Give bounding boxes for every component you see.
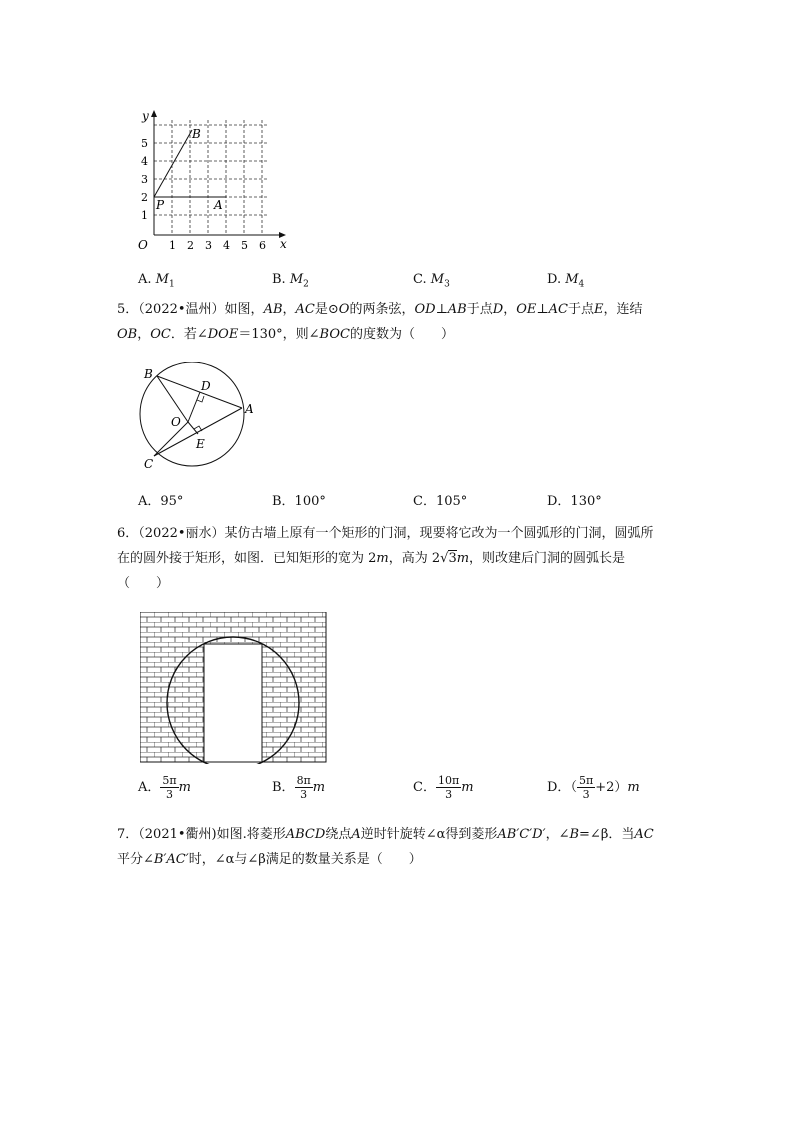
option-symbol: M — [430, 272, 445, 287]
option-subscript: 3 — [444, 279, 450, 290]
q6-option-a[interactable] — [138, 774, 191, 801]
point-label-o: O — [171, 415, 181, 429]
x-tick-label: 3 — [205, 239, 212, 252]
q6-option-b[interactable] — [272, 774, 325, 801]
y-tick-label: 2 — [141, 191, 148, 204]
paren-open: （ — [570, 780, 577, 795]
option-letter: C. — [413, 272, 427, 287]
text: ．若∠ — [170, 327, 208, 342]
question-source: （2022•温州） — [138, 302, 225, 317]
var: AC — [295, 302, 315, 317]
question-6 — [117, 521, 657, 596]
numerator: 5π — [578, 774, 594, 787]
x-tick-label: 6 — [259, 239, 266, 252]
text: ， — [137, 327, 151, 342]
point-label-p: P — [156, 198, 165, 212]
var: O — [338, 302, 350, 317]
text: 的两条弦， — [349, 302, 415, 317]
q4-option-a[interactable] — [138, 272, 175, 290]
text: 逆时针旋转∠α得到菱形 — [360, 827, 498, 842]
x-tick-label: 2 — [187, 239, 194, 252]
option-letter: A． — [138, 780, 161, 795]
var: OD — [414, 302, 436, 317]
numerator: 8π — [296, 774, 311, 787]
x-tick-label: 1 — [169, 239, 176, 252]
option-subscript: 1 — [168, 279, 175, 290]
text: ，高为 2 — [388, 551, 441, 566]
var: BOC — [319, 327, 350, 342]
var: AC — [634, 827, 654, 842]
q5-option-c[interactable]: C．105° — [413, 494, 468, 509]
denominator: 3 — [300, 788, 308, 801]
y-tick-labels — [141, 137, 148, 222]
var: m — [456, 551, 470, 566]
option-letter: B. — [272, 272, 286, 287]
point-label-b: B — [144, 367, 153, 381]
question-number: 7． — [117, 827, 139, 842]
segment-oe — [188, 422, 198, 434]
text: ，则改建后门洞的圆弧长是（ ） — [117, 551, 626, 591]
fraction — [577, 774, 595, 801]
text: 的度数为（ ） — [349, 327, 454, 342]
var: A — [351, 827, 361, 842]
grid-dashed-lines — [154, 120, 268, 235]
option-symbol: M — [565, 272, 579, 287]
q5-option-a[interactable]: A．95° — [138, 494, 184, 509]
q4-option-c[interactable] — [413, 272, 450, 290]
var: AB — [263, 302, 283, 317]
grid-figure — [130, 100, 300, 260]
var: AB′C′D′ — [497, 827, 546, 842]
rectangular-doorway — [204, 644, 262, 762]
denominator: 3 — [582, 788, 590, 801]
fraction — [436, 774, 461, 801]
option-letter: D. — [547, 272, 562, 287]
text: ，∠ — [545, 827, 570, 842]
question-number: 6． — [117, 526, 139, 541]
var: B — [569, 827, 580, 842]
var: D — [492, 302, 504, 317]
unit: m — [627, 780, 640, 795]
q6-option-c[interactable] — [413, 774, 474, 801]
text: ⊥ — [435, 302, 448, 317]
y-tick-label: 4 — [141, 155, 148, 168]
option-letter: A. — [138, 272, 152, 287]
brick-wall-figure — [140, 612, 328, 764]
y-tick-label: 5 — [141, 137, 148, 150]
x-tick-label: 4 — [223, 239, 230, 252]
var: OC — [150, 327, 171, 342]
point-label-d: D — [201, 379, 211, 393]
q5-option-b[interactable]: B．100° — [272, 494, 326, 509]
question-number: 5． — [117, 302, 139, 317]
question-source: （2022•丽水） — [138, 526, 225, 541]
sqrt-radicand: 3 — [448, 551, 457, 566]
text: ， — [282, 302, 296, 317]
segment-od — [188, 392, 200, 422]
fraction — [295, 774, 313, 801]
text: 于点 — [466, 302, 493, 317]
x-axis-label: x — [280, 237, 287, 251]
option-symbol: M — [289, 272, 304, 287]
unit: m — [178, 780, 191, 795]
y-tick-label: 1 — [141, 209, 148, 222]
text: ⊥ — [536, 302, 549, 317]
point-label-a: A — [245, 402, 254, 416]
text: 某仿古墙上原有一个矩形的门洞，现要将它改为一个圆弧形的门洞，圆弧所在的圆外接于矩形，如图．已知矩形的宽为 2 — [117, 526, 654, 566]
q6-option-d[interactable] — [547, 774, 640, 801]
y-axis-label: y — [142, 109, 149, 123]
y-tick-label: 3 — [141, 173, 148, 186]
unit: m — [461, 780, 474, 795]
var: OE — [516, 302, 537, 317]
var: E — [593, 302, 604, 317]
question-5 — [117, 297, 657, 347]
text: 时，∠α与∠β满足的数量关系是（ ） — [188, 852, 422, 867]
circle-figure — [136, 362, 266, 482]
y-axis-arrow — [151, 110, 157, 117]
segment-pb — [154, 130, 192, 197]
var: AC — [548, 302, 568, 317]
x-tick-label: 5 — [241, 239, 248, 252]
denominator: 3 — [166, 788, 173, 801]
option-letter: D． — [547, 780, 571, 795]
point-label-b: B — [192, 127, 201, 141]
option-symbol: M — [155, 272, 169, 287]
text: 如图.将菱形 — [216, 827, 286, 842]
question-7 — [117, 822, 657, 872]
option-letter: C． — [413, 780, 436, 795]
text: 是⊙ — [314, 302, 339, 317]
text: 于点 — [567, 302, 594, 317]
var: DOE — [207, 327, 239, 342]
var: OB — [117, 327, 138, 342]
x-tick-labels — [169, 239, 266, 252]
plus-two: +2） — [595, 780, 628, 795]
option-subscript: 4 — [578, 279, 585, 290]
circle-o — [140, 362, 244, 466]
point-label-a: A — [214, 198, 223, 212]
text: ， — [503, 302, 517, 317]
option-subscript: 2 — [303, 279, 309, 290]
text: 平分∠ — [117, 852, 154, 867]
var: ABCD — [285, 827, 326, 842]
var: B′AC′ — [153, 852, 189, 867]
q4-option-d[interactable] — [547, 272, 584, 290]
text: ，连结 — [603, 302, 643, 317]
text: 绕点 — [325, 827, 352, 842]
text: =∠β．当 — [579, 827, 635, 842]
text: 如图， — [224, 302, 264, 317]
sqrt-radical: √ — [440, 551, 449, 566]
origin-label: O — [138, 238, 148, 252]
var: m — [376, 551, 389, 566]
q5-option-d[interactable]: D．130° — [547, 494, 602, 509]
q4-option-b[interactable] — [272, 272, 309, 290]
var: AB — [447, 302, 467, 317]
option-letter: B． — [272, 780, 295, 795]
point-label-c: C — [144, 457, 154, 471]
text: ＝130°，则∠ — [238, 327, 320, 342]
point-label-e: E — [196, 437, 205, 451]
numerator: 5π — [162, 774, 177, 787]
question-source: （2021•衢州) — [138, 827, 217, 842]
unit: m — [312, 780, 326, 795]
numerator: 10π — [437, 774, 460, 787]
denominator: 3 — [445, 788, 453, 801]
fraction — [160, 774, 178, 801]
